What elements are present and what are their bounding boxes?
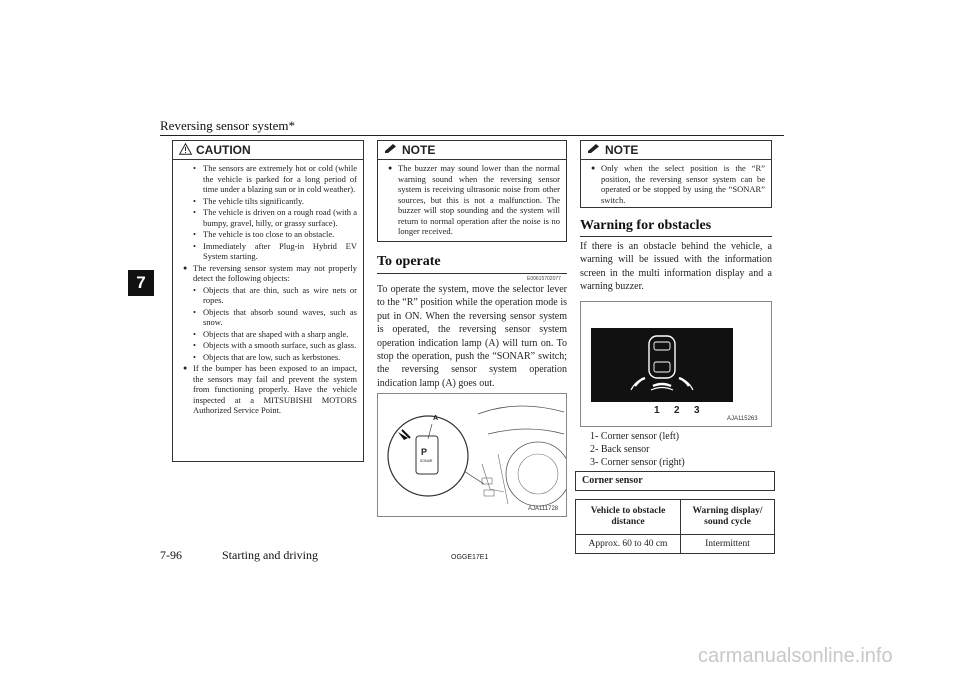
caution-title-bar — [173, 141, 363, 160]
note-box-buzzer — [377, 140, 567, 242]
caution-item: • Objects that absorb sound waves, such as snow. — [183, 307, 357, 328]
note-title-bar — [581, 141, 771, 160]
col-header-warning-line1: Warning display/ — [692, 506, 763, 516]
note-text: ● Only when the select position is the “R” position, the reversing sensor system can be operated or be stopped by using the “SONAR” switch. — [591, 163, 765, 205]
figure-obstacle-display — [580, 301, 772, 427]
figure-code: AJA111728 — [528, 506, 559, 512]
figure-label-a: A — [433, 415, 439, 422]
table-header-row — [576, 500, 775, 535]
figure-sonar-switch — [377, 393, 567, 517]
caution-item: • The vehicle is too close to an obstacle. — [183, 229, 357, 240]
caution-item: • The vehicle is driven on a rough road (with a bumpy, gravel, hilly, or grassy surface). — [183, 207, 357, 228]
caution-list — [183, 163, 357, 416]
warning-triangle-icon — [179, 143, 192, 158]
to-operate-heading: To operate — [377, 254, 441, 269]
col-header-distance-line2: distance — [611, 517, 645, 527]
warning-obstacles-heading: Warning for obstacles — [580, 218, 712, 233]
caution-item: • Objects with a smooth surface, such as glass. — [183, 340, 357, 351]
chapter-tab: 7 — [128, 270, 154, 296]
table-row — [576, 535, 775, 554]
note-pencil-icon — [384, 143, 398, 157]
caution-item: • The vehicle tilts significantly. — [183, 196, 357, 207]
caution-item: • Objects that are low, such as kerbstones. — [183, 352, 357, 363]
corner-sensor-subheading: Corner sensor — [575, 471, 775, 491]
cell-distance: Approx. 60 to 40 cm — [576, 535, 681, 554]
sonar-switch-illustration — [378, 394, 566, 516]
note-title: NOTE — [402, 143, 436, 157]
note-title: NOTE — [605, 143, 639, 157]
car-top-view-icon — [591, 328, 733, 402]
col-header-distance — [576, 500, 681, 535]
note-text: ● The buzzer may sound lower than the normal warning sound when the reversing sensor system is receiving ultrasonic noise from other sources, but this is not a malfunction. The buzzer will stop sounding and the system will return to normal operation after the noise is no longer received. — [388, 163, 560, 237]
to-operate-code: E00615702077 — [527, 276, 561, 282]
display-screen — [591, 328, 733, 402]
cell-cycle: Intermittent — [681, 535, 775, 554]
note-title-bar — [378, 141, 566, 160]
header-rule — [160, 135, 784, 136]
legend-item: 2- Back sensor — [590, 444, 650, 455]
note-pencil-icon — [587, 143, 601, 157]
caution-item: ● The reversing sensor system may not properly detect the following objects: — [183, 263, 357, 284]
corner-sensor-table — [575, 499, 775, 554]
figure-number-3: 3 — [694, 405, 700, 416]
caution-item: • Objects that are shaped with a sharp angle. — [183, 329, 357, 340]
watermark: carmanualsonline.info — [698, 645, 893, 667]
sonar-switch-small-label: SONAR — [420, 459, 433, 463]
warning-obstacles-rule — [580, 236, 772, 237]
figure-number-1: 1 — [654, 405, 660, 416]
note-box-select-position — [580, 140, 772, 208]
col-header-warning — [681, 500, 775, 535]
page-header-title: Reversing sensor system* — [160, 118, 296, 133]
footer-doc-code: OGGE17E1 — [451, 554, 489, 561]
legend-item: 1- Corner sensor (left) — [590, 431, 680, 442]
col-header-distance-line1: Vehicle to obstacle — [590, 506, 666, 516]
to-operate-text: To operate the system, move the selector lever to the “R” position while the operation mode is put in ON. When the reversing sensor system is operated, the reversing sensor system operation indication lamp (A) will turn on. To stop the operation, push the “SONAR” switch; the reversing sensor system operation indication lamp (A) goes out. — [377, 284, 567, 389]
sensor-legend — [590, 430, 685, 469]
caution-item: • Objects that are thin, such as wire nets or ropes. — [183, 285, 357, 306]
sonar-switch-p-label: P — [421, 447, 428, 457]
to-operate-rule — [377, 273, 567, 274]
caution-item: ● If the bumper has been exposed to an impact, the sensors may fail and prevent the system from functioning properly. Have the vehicle inspected at a MITSUBISHI MOTORS Authorized Service Point. — [183, 363, 357, 416]
figure-code: AJA115263 — [727, 416, 758, 422]
warning-obstacles-text: If there is an obstacle behind the vehicle, a warning will be issued with the information screen in the multi information display and a warning buzzer. — [580, 241, 772, 293]
figure-number-2: 2 — [674, 405, 680, 416]
caution-box — [172, 140, 364, 462]
col-header-warning-line2: sound cycle — [704, 517, 751, 527]
caution-title: CAUTION — [196, 143, 251, 157]
caution-item: • The sensors are extremely hot or cold (while the vehicle is parked for a long period of time under a blazing sun or in cold weather). — [183, 163, 357, 195]
footer-page-number: 7-96 — [160, 548, 182, 562]
footer-section: Starting and driving — [222, 548, 318, 562]
legend-item: 3- Corner sensor (right) — [590, 457, 685, 468]
caution-item: • Immediately after Plug-in Hybrid EV System starting. — [183, 241, 357, 262]
